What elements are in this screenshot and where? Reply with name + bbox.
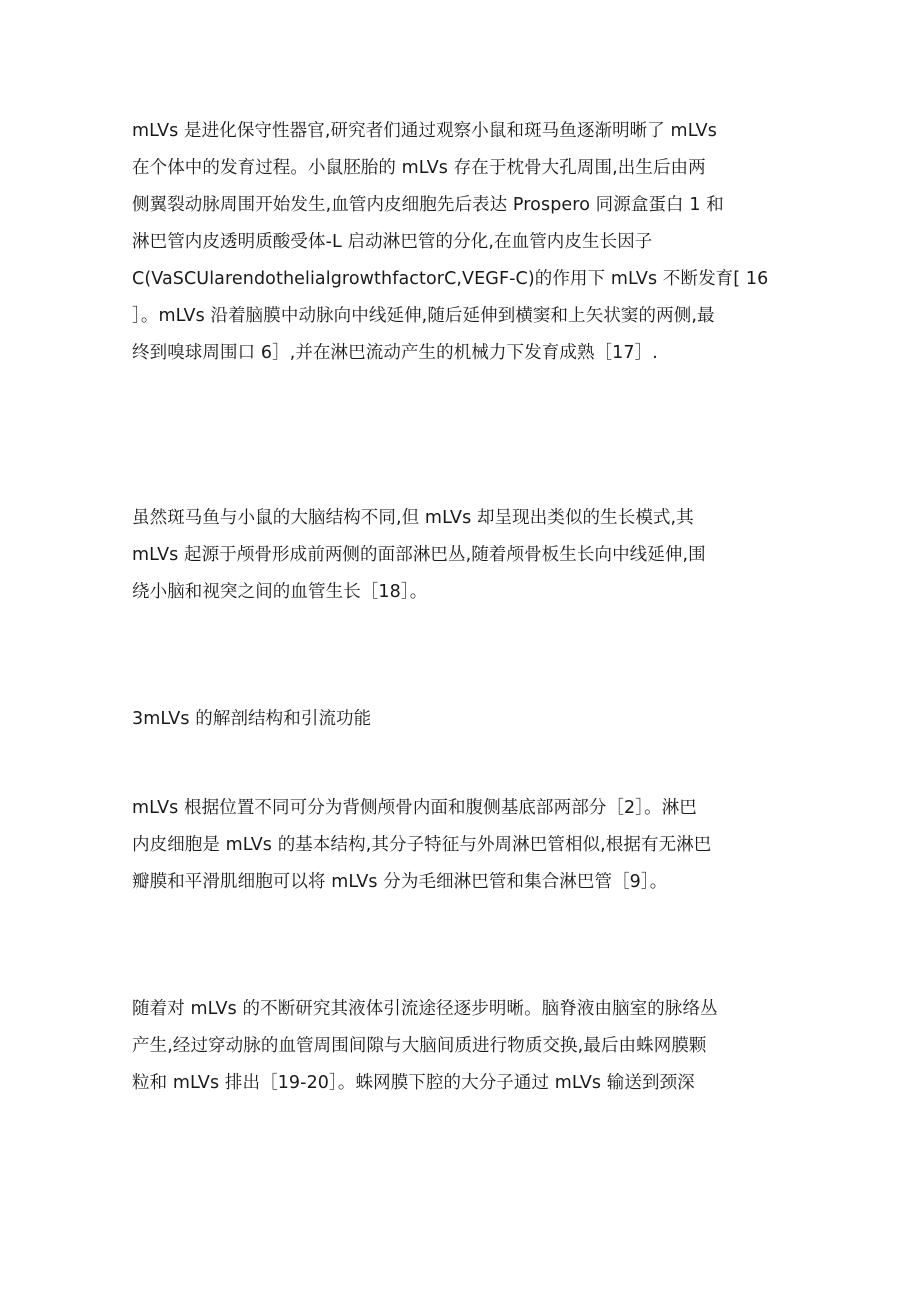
section-title: 3mLVs 的解剖结构和引流功能 bbox=[132, 709, 372, 729]
text-line: 淋巴管内皮透明质酸受体-L 启动淋巴管的分化,在血管内皮生长因子 bbox=[132, 232, 653, 252]
paragraph-zebrafish bbox=[132, 500, 792, 611]
text-line: mLVs 根据位置不同可分为背侧颅骨内面和腹侧基底部两部分［2］。淋巴 bbox=[132, 798, 697, 818]
text-line: mLVs 是进化保守性器官,研究者们通过观察小鼠和斑马鱼逐渐明晰了 mLVs bbox=[132, 121, 717, 141]
text-line: 绕小脑和视突之间的血管生长［18］。 bbox=[132, 582, 428, 602]
text-line: C(VaSCUlarendothelialgrowthfactorC,VEGF-C)的作用下 mLVs 不断发育[ 16 bbox=[132, 269, 769, 289]
text-line: 虽然斑马鱼与小鼠的大脑结构不同,但 mLVs 却呈现出类似的生长模式,其 bbox=[132, 508, 694, 528]
paragraph-drainage bbox=[132, 991, 792, 1102]
text-line: 随着对 mLVs 的不断研究其液体引流途径逐步明晰。脑脊液由脑室的脉络丛 bbox=[132, 999, 718, 1019]
text-line: 粒和 mLVs 排出［19-20］。蛛网膜下腔的大分子通过 mLVs 输送到颈深 bbox=[132, 1073, 695, 1093]
text-line: 产生,经过穿动脉的血管周围间隙与大脑间质进行物质交换,最后由蛛网膜颗 bbox=[132, 1036, 707, 1056]
paragraph-development bbox=[132, 113, 792, 372]
text-line: 内皮细胞是 mLVs 的基本结构,其分子特征与外周淋巴管相似,根据有无淋巴 bbox=[132, 835, 712, 855]
text-line: 瓣膜和平滑肌细胞可以将 mLVs 分为毛细淋巴管和集合淋巴管［9］。 bbox=[132, 872, 668, 892]
text-line: 在个体中的发育过程。小鼠胚胎的 mLVs 存在于枕骨大孔周围,出生后由两 bbox=[132, 158, 706, 178]
text-line: 终到嗅球周围口 6］,并在淋巴流动产生的机械力下发育成熟［17］. bbox=[132, 343, 658, 363]
text-line: ］。mLVs 沿着脑膜中动脉向中线延伸,随后延伸到横窦和上矢状窦的两侧,最 bbox=[132, 306, 715, 326]
section-heading bbox=[132, 701, 792, 738]
text-line: mLVs 起源于颅骨形成前两侧的面部淋巴丛,随着颅骨板生长向中线延伸,围 bbox=[132, 545, 706, 565]
text-line: 侧翼裂动脉周围开始发生,血管内皮细胞先后表达 Prospero 同源盒蛋白 1 和 bbox=[132, 195, 724, 215]
paragraph-anatomy bbox=[132, 790, 792, 901]
